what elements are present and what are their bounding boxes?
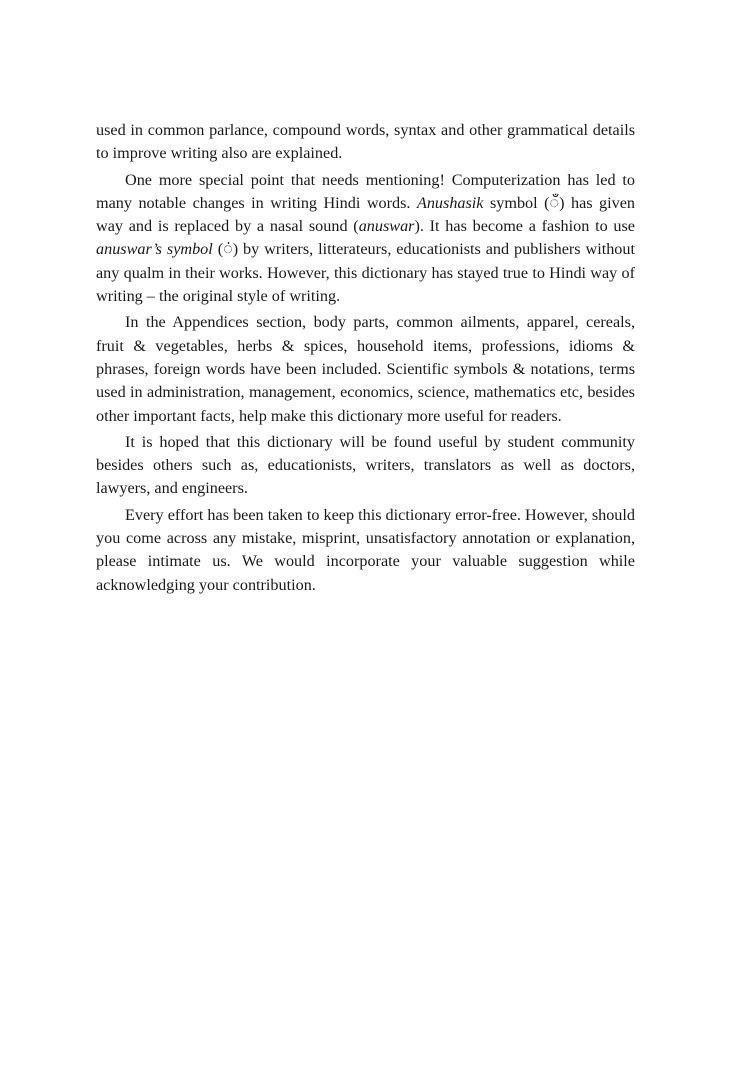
text-segment: One more special point that needs mentioning! Computerization has led to many notable changes in writing Hindi words.: [96, 170, 635, 212]
document-page: [96, 119, 635, 600]
paragraph-error-free: [96, 504, 635, 597]
italic-term-anuswar-symbol: anuswar’s symbol: [96, 240, 213, 259]
text-segment: used in common parlance, compound words, syntax and other grammatical details to improve writing also are explained.: [96, 121, 635, 163]
text-segment: In the Appendices section, body parts, common ailments, apparel, cereals, fruit & vegetables, herbs & spices, household items, professions, idioms & phrases, foreign words have been included. Scientific symbols & notations, terms used in administration, management, economics, science, mathematics etc, besides other important facts, help make this dictionary more useful for readers.: [96, 313, 635, 425]
paragraph-usefulness: [96, 431, 635, 501]
italic-term-anushasik: Anushasik: [416, 193, 484, 212]
paragraph-computerization: [96, 169, 635, 309]
italic-term-anuswar: anuswar: [358, 217, 415, 236]
text-segment: (ं) by writers, litterateurs, educationists and publishers without any qualm in their works. However, this dictionary has stayed true to Hindi way of writing – the original style of writing.: [96, 240, 635, 306]
paragraph-appendices: [96, 311, 635, 427]
paragraph-continuation: [96, 119, 635, 166]
text-segment: ). It has become a fashion to use: [414, 217, 635, 236]
text-segment: symbol (ँ) has given way and is replaced by a nasal sound (: [96, 193, 636, 236]
text-segment: It is hoped that this dictionary will be found useful by student community besides others such as, educationists, writers, translators as well as doctors, lawyers, and engineers.: [96, 432, 635, 498]
text-segment: Every effort has been taken to keep this dictionary error-free. However, should you come across any mistake, misprint, unsatisfactory annotation or explanation, please intimate us. We would incorporate your valuable suggestion while acknowledging your contribution.: [96, 505, 635, 594]
